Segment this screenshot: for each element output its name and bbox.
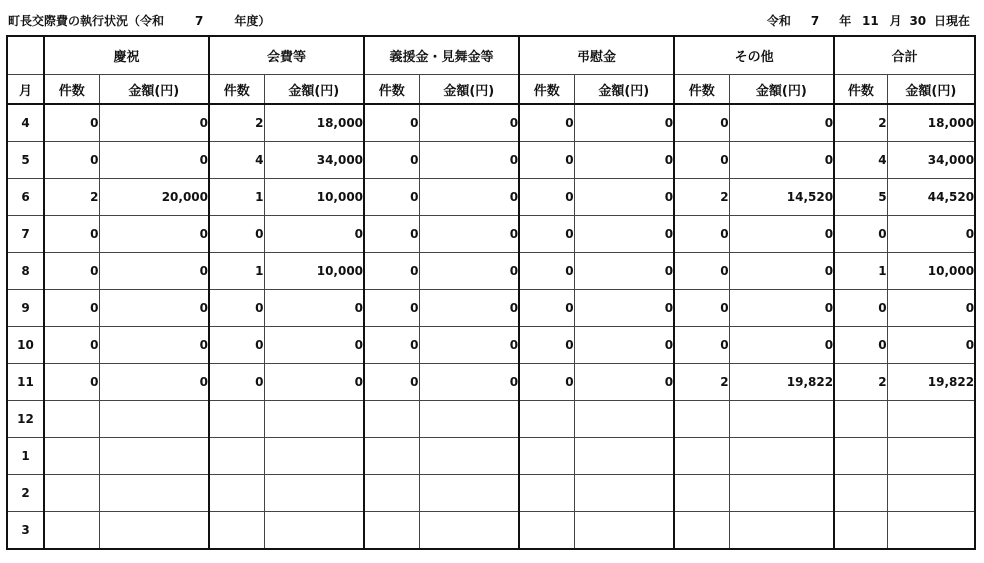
month-cell: 6 xyxy=(7,179,44,216)
amount-cell: 0 xyxy=(729,290,834,327)
amount-cell: 0 xyxy=(99,290,209,327)
expense-table xyxy=(6,35,976,550)
count-cell xyxy=(834,401,887,438)
amount-cell: 0 xyxy=(99,142,209,179)
amount-cell xyxy=(419,438,519,475)
amount-cell xyxy=(99,438,209,475)
count-cell: 1 xyxy=(834,253,887,290)
amount-header: 金額(円) xyxy=(729,75,834,105)
amount-cell xyxy=(99,401,209,438)
amount-cell xyxy=(729,401,834,438)
count-cell: 0 xyxy=(44,104,99,142)
month-cell: 11 xyxy=(7,364,44,401)
amount-cell: 0 xyxy=(419,179,519,216)
table-row xyxy=(7,438,975,475)
count-cell: 2 xyxy=(674,364,729,401)
amount-cell: 14,520 xyxy=(729,179,834,216)
count-cell: 0 xyxy=(364,179,419,216)
count-cell xyxy=(834,512,887,550)
amount-cell xyxy=(264,512,364,550)
table-body xyxy=(7,104,975,549)
count-cell: 4 xyxy=(209,142,264,179)
category-header-row xyxy=(7,36,975,75)
month-cell: 12 xyxy=(7,401,44,438)
count-cell: 2 xyxy=(44,179,99,216)
amount-cell: 0 xyxy=(574,216,674,253)
count-header: 件数 xyxy=(364,75,419,105)
amount-cell: 0 xyxy=(99,216,209,253)
title-year: 7 xyxy=(195,14,204,28)
amount-cell xyxy=(99,512,209,550)
blank-header-cell xyxy=(7,36,44,75)
as-of-era: 令和 xyxy=(766,14,791,28)
count-cell xyxy=(519,401,574,438)
count-cell xyxy=(834,438,887,475)
category-header-condolence: 弔慰金 xyxy=(519,36,674,75)
amount-cell: 0 xyxy=(264,290,364,327)
table-row xyxy=(7,327,975,364)
count-cell: 0 xyxy=(44,253,99,290)
category-header-donations: 義援金・見舞金等 xyxy=(364,36,519,75)
amount-cell xyxy=(264,438,364,475)
amount-cell: 10,000 xyxy=(264,179,364,216)
count-cell: 0 xyxy=(674,142,729,179)
count-cell xyxy=(209,401,264,438)
amount-cell: 0 xyxy=(887,290,975,327)
amount-header: 金額(円) xyxy=(574,75,674,105)
amount-cell: 18,000 xyxy=(264,104,364,142)
count-cell xyxy=(519,512,574,550)
category-header-fees: 会費等 xyxy=(209,36,364,75)
amount-header: 金額(円) xyxy=(419,75,519,105)
count-header: 件数 xyxy=(519,75,574,105)
amount-cell: 0 xyxy=(99,253,209,290)
table-row xyxy=(7,179,975,216)
table-row xyxy=(7,216,975,253)
count-cell xyxy=(834,475,887,512)
count-cell: 1 xyxy=(209,253,264,290)
amount-cell: 0 xyxy=(729,327,834,364)
amount-cell: 0 xyxy=(419,216,519,253)
count-cell: 0 xyxy=(674,327,729,364)
count-cell xyxy=(364,512,419,550)
amount-cell: 10,000 xyxy=(887,253,975,290)
count-cell: 0 xyxy=(364,364,419,401)
amount-cell xyxy=(729,475,834,512)
amount-header: 金額(円) xyxy=(264,75,364,105)
count-header: 件数 xyxy=(209,75,264,105)
amount-cell: 34,000 xyxy=(264,142,364,179)
count-cell: 0 xyxy=(519,253,574,290)
count-cell: 0 xyxy=(44,142,99,179)
table-row xyxy=(7,253,975,290)
count-cell: 0 xyxy=(834,216,887,253)
count-cell: 0 xyxy=(364,216,419,253)
count-cell: 0 xyxy=(44,290,99,327)
count-header: 件数 xyxy=(674,75,729,105)
as-of-day: 30 xyxy=(909,14,927,28)
amount-cell xyxy=(99,475,209,512)
amount-cell xyxy=(419,512,519,550)
amount-cell: 0 xyxy=(264,327,364,364)
amount-cell: 0 xyxy=(729,104,834,142)
month-cell: 1 xyxy=(7,438,44,475)
count-cell: 0 xyxy=(834,327,887,364)
count-cell: 2 xyxy=(674,179,729,216)
report-title xyxy=(8,12,270,29)
count-cell: 0 xyxy=(834,290,887,327)
amount-cell: 0 xyxy=(574,142,674,179)
as-of-year: 7 xyxy=(810,14,820,28)
amount-cell xyxy=(574,512,674,550)
amount-cell: 0 xyxy=(264,216,364,253)
category-header-celebration: 慶祝 xyxy=(44,36,209,75)
amount-header: 金額(円) xyxy=(99,75,209,105)
category-header-other: その他 xyxy=(674,36,834,75)
amount-cell: 0 xyxy=(574,290,674,327)
count-cell: 0 xyxy=(674,253,729,290)
count-cell xyxy=(519,475,574,512)
count-cell xyxy=(674,438,729,475)
count-cell xyxy=(364,438,419,475)
table-row xyxy=(7,142,975,179)
count-cell: 1 xyxy=(209,179,264,216)
amount-cell: 0 xyxy=(419,253,519,290)
amount-cell: 0 xyxy=(729,142,834,179)
amount-cell: 18,000 xyxy=(887,104,975,142)
count-cell: 0 xyxy=(44,327,99,364)
amount-cell xyxy=(574,438,674,475)
count-cell: 0 xyxy=(519,327,574,364)
amount-cell: 0 xyxy=(419,327,519,364)
amount-cell: 0 xyxy=(419,104,519,142)
month-cell: 8 xyxy=(7,253,44,290)
count-cell: 2 xyxy=(209,104,264,142)
amount-cell: 0 xyxy=(419,142,519,179)
count-cell: 0 xyxy=(364,290,419,327)
count-cell: 0 xyxy=(209,290,264,327)
count-header: 件数 xyxy=(44,75,99,105)
as-of-month-label: 月 xyxy=(889,14,902,28)
amount-cell: 0 xyxy=(574,179,674,216)
table-row xyxy=(7,401,975,438)
count-cell xyxy=(44,475,99,512)
count-cell: 4 xyxy=(834,142,887,179)
amount-cell: 19,822 xyxy=(729,364,834,401)
amount-header: 金額(円) xyxy=(887,75,975,105)
as-of-day-label: 日現在 xyxy=(933,14,970,28)
count-cell: 0 xyxy=(674,104,729,142)
amount-cell: 44,520 xyxy=(887,179,975,216)
table-row xyxy=(7,512,975,550)
title-suffix: 年度） xyxy=(234,14,271,28)
count-cell xyxy=(44,512,99,550)
count-cell: 0 xyxy=(209,327,264,364)
amount-cell: 19,822 xyxy=(887,364,975,401)
amount-cell: 0 xyxy=(99,327,209,364)
amount-cell: 0 xyxy=(887,216,975,253)
amount-cell xyxy=(887,438,975,475)
amount-cell: 0 xyxy=(419,290,519,327)
month-cell: 9 xyxy=(7,290,44,327)
amount-cell xyxy=(574,475,674,512)
count-cell xyxy=(519,438,574,475)
amount-cell xyxy=(264,401,364,438)
count-cell xyxy=(44,401,99,438)
subheader-row xyxy=(7,75,975,105)
count-cell: 0 xyxy=(519,364,574,401)
count-cell xyxy=(364,475,419,512)
count-cell: 2 xyxy=(834,104,887,142)
amount-cell xyxy=(887,475,975,512)
title-prefix: 町長交際費の執行状況（令和 xyxy=(8,14,165,28)
count-cell: 2 xyxy=(834,364,887,401)
month-cell: 10 xyxy=(7,327,44,364)
amount-cell: 0 xyxy=(574,364,674,401)
count-cell: 0 xyxy=(519,142,574,179)
amount-cell xyxy=(574,401,674,438)
month-cell: 3 xyxy=(7,512,44,550)
count-cell: 0 xyxy=(519,290,574,327)
month-cell: 7 xyxy=(7,216,44,253)
month-cell: 5 xyxy=(7,142,44,179)
count-cell: 0 xyxy=(674,290,729,327)
count-cell: 0 xyxy=(44,364,99,401)
count-cell: 0 xyxy=(209,364,264,401)
amount-cell xyxy=(729,438,834,475)
count-header: 件数 xyxy=(834,75,887,105)
amount-cell: 0 xyxy=(574,253,674,290)
month-cell: 2 xyxy=(7,475,44,512)
amount-cell: 10,000 xyxy=(264,253,364,290)
amount-cell: 0 xyxy=(99,364,209,401)
table-row xyxy=(7,364,975,401)
count-cell xyxy=(44,438,99,475)
category-header-total: 合計 xyxy=(834,36,975,75)
table-row xyxy=(7,475,975,512)
count-cell: 0 xyxy=(209,216,264,253)
as-of-year-label: 年 xyxy=(839,14,852,28)
count-cell: 0 xyxy=(519,179,574,216)
amount-cell: 0 xyxy=(264,364,364,401)
count-cell: 0 xyxy=(519,216,574,253)
month-cell: 4 xyxy=(7,104,44,142)
amount-cell: 0 xyxy=(729,216,834,253)
count-cell xyxy=(674,475,729,512)
count-cell: 0 xyxy=(364,142,419,179)
count-cell xyxy=(209,512,264,550)
count-cell: 5 xyxy=(834,179,887,216)
amount-cell: 0 xyxy=(574,327,674,364)
amount-cell: 0 xyxy=(574,104,674,142)
amount-cell: 0 xyxy=(419,364,519,401)
count-cell: 0 xyxy=(364,327,419,364)
count-cell: 0 xyxy=(364,104,419,142)
count-cell xyxy=(674,401,729,438)
count-cell: 0 xyxy=(674,216,729,253)
amount-cell xyxy=(419,475,519,512)
amount-cell: 34,000 xyxy=(887,142,975,179)
as-of-date xyxy=(767,12,970,29)
amount-cell xyxy=(419,401,519,438)
amount-cell xyxy=(264,475,364,512)
amount-cell xyxy=(887,512,975,550)
count-cell: 0 xyxy=(44,216,99,253)
month-header: 月 xyxy=(7,75,44,105)
amount-cell: 0 xyxy=(729,253,834,290)
count-cell xyxy=(209,475,264,512)
table-row xyxy=(7,290,975,327)
count-cell: 0 xyxy=(519,104,574,142)
count-cell xyxy=(209,438,264,475)
count-cell: 0 xyxy=(364,253,419,290)
as-of-month: 11 xyxy=(862,14,879,28)
amount-cell xyxy=(729,512,834,550)
amount-cell: 20,000 xyxy=(99,179,209,216)
amount-cell: 0 xyxy=(887,327,975,364)
amount-cell: 0 xyxy=(99,104,209,142)
table-row xyxy=(7,104,975,142)
count-cell xyxy=(364,401,419,438)
amount-cell xyxy=(887,401,975,438)
count-cell xyxy=(674,512,729,550)
